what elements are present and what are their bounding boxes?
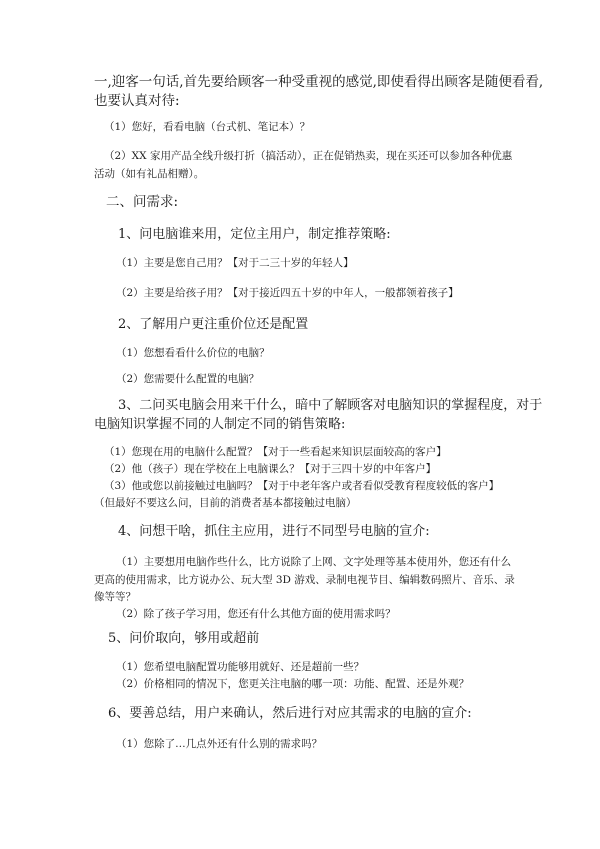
q4-item-2: （2）除了孩子学习用，您还有什么其他方面的使用需求吗？ [116,608,396,620]
q5-item-1: （1）您希望电脑配置功能够用就好、还是超前一些？ [116,661,365,673]
q3-title-line2: 电脑知识掌握不同的人制定不同的销售策略: [94,417,346,432]
q4-item-1-line1: （1）主要想用电脑作些什么，比方说除了上网、文字处理等基本使用外，您还有什么 [116,556,512,568]
sec2-heading: 二、问需求: [106,194,179,210]
sec1-item-1: （1）您好，看看电脑（台式机、笔记本）？ [104,121,311,133]
q3-item-3: （3）他或您以前接触过电脑吗？【对于中老年客户或者看似受教育程度较低的客户】 [104,480,500,492]
q3-note: （但最好不要这么问，目前的消费者基本都接触过电脑） [94,497,357,509]
q5-item-2: （2）价格相同的情况下，您更关注电脑的哪一项：功能、配置、还是外观？ [116,678,470,690]
q4-item-1-line3: 像等等？ [94,591,136,603]
q3-item-2: （2）他（孩子）现在学校在上电脑课么？【对于三四十岁的中年客户】 [104,463,437,475]
q3-title-line1: 3、二问买电脑会用来干什么，暗中了解顾客对电脑知识的掌握程度，对于 [118,398,543,413]
sec1-item-2-line2: 活动（如有礼品相赠）。 [94,168,205,180]
q6-item-1: （1）您除了…几点外还有什么别的需求吗？ [116,738,323,750]
q4-title: 4、问想干啥，抓住主应用，进行不同型号电脑的宣介: [118,524,430,539]
q2-item-2: （2）您需要什么配置的电脑？ [116,373,260,385]
q2-title: 2、了解用户更注重价位还是配置 [118,317,309,332]
q3-item-1: （1）您现在用的电脑什么配置？【对于一些看起来知识层面较高的客户】 [104,446,447,458]
sec1-heading-line2: 也要认真对待: [94,93,180,109]
q1-title: 1、问电脑谁来用，定位主用户，制定推荐策略: [118,227,391,242]
q2-item-1: （1）您想看看什么价位的电脑？ [116,347,270,359]
q5-title: 5、问价取向，够用或超前 [108,631,260,646]
q6-title: 6、要善总结，用户来确认，然后进行对应其需求的电脑的宣介: [108,706,472,721]
sec1-heading-line1: 一,迎客一句话,首先要给顾客一种受重视的感觉,即使看得出顾客是随便看看, [94,74,544,90]
sec1-item-2-line1: （2）XX 家用产品全线升级打折（搞活动），正在促销热卖，现在买还可以参加各种优惠 [104,150,513,162]
q4-item-1-line2: 更高的使用需求，比方说办公、玩大型 3D 游戏、录制电视节目、编辑数码照片、音乐、录 [94,574,515,586]
q1-item-2: （2）主要是给孩子用？【对于接近四五十岁的中年人，一般都领着孩子】 [116,287,459,299]
q1-item-1: （1）主要是您自己用？【对于二三十岁的年轻人】 [116,257,354,269]
